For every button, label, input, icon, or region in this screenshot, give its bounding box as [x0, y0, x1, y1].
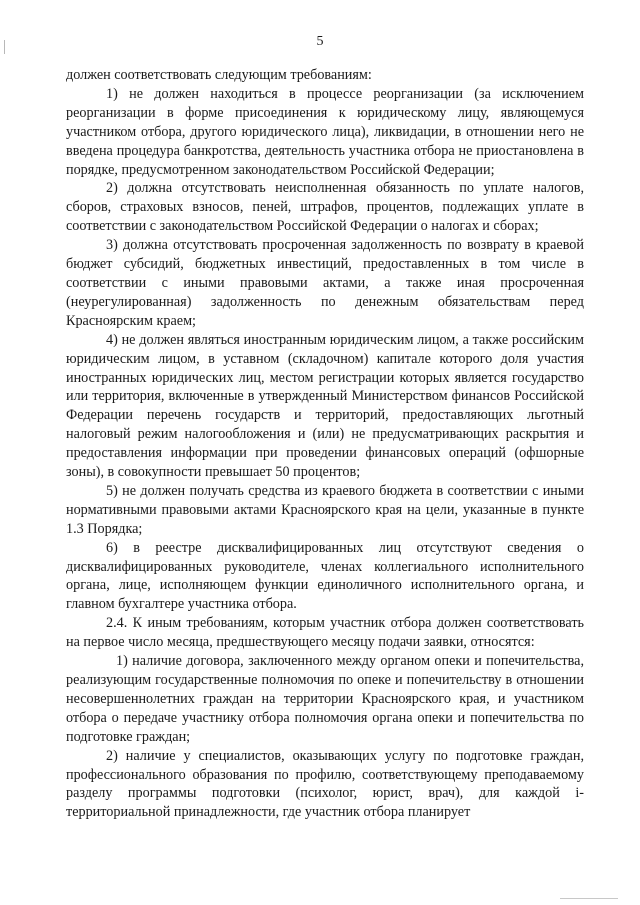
- paragraph-section-2-4: 2.4. К иным требованиям, которым участник отбора должен соответствовать на первое число месяца, предшествующего месяцу подачи заявки, относятся:: [66, 615, 584, 651]
- footer-line: [560, 898, 618, 899]
- page-number: 5: [316, 34, 324, 49]
- paragraph-intro: должен соответствовать следующим требованиям:: [66, 67, 372, 83]
- paragraph-requirement-1: 1) не должен находиться в процессе реорганизации (за исключением реорганизации в форме присоединения к юридическому лицу, являющемуся участником отбора, другого юридического лица), ликвидации, в отношении него не введена процедура банкротства, деятельность участника отбора не приостановлена в порядке, предусмотренном законодательством Российской Федерации;: [66, 85, 584, 178]
- paragraph-other-requirement-1: 1) наличие договора, заключенного между органом опеки и попечительства, реализующим государственные полномочия по опеке и попечительству в отношении несовершеннолетних граждан на территории Красноярского края, и участником отбора о передаче участнику отбора полномочия органа опеки и попечительства по подготовке граждан;: [66, 653, 584, 745]
- paragraph-requirement-2: 2) должна отсутствовать неисполненная обязанность по уплате налогов, сборов, страховых взносов, пеней, штрафов, процентов, подлежащих уплате в соответствии с законодательством Российской Федерации о налогах и сборах;: [66, 180, 584, 235]
- paragraph-requirement-5: 5) не должен получать средства из краевого бюджета в соответствии с иными нормативными правовыми актами Красноярского края на цели, указанные в пункте 1.3 Порядка;: [66, 482, 584, 537]
- document-body: [66, 66, 584, 822]
- paragraph-other-requirement-2: 2) наличие у специалистов, оказывающих услугу по подготовке граждан, профессионального образования по профилю, соответствующему преподаваемому разделу программы подготовки (психолог, юрист, врач), для каждой i-территориальной принадлежности, где участник отбора планирует: [66, 747, 584, 821]
- paragraph-requirement-6: 6) в реестре дисквалифицированных лиц отсутствуют сведения о дисквалифицированных руководителе, членах коллегиального исполнительного органа, лице, исполняющем функции единоличного исполнительного органа, и главном бухгалтере участника отбора.: [66, 539, 584, 613]
- paragraph-requirement-4: 4) не должен являться иностранным юридическим лицом, а также российским юридическим лицом, в уставном (складочном) капитале которого доля участия иностранных юридических лиц, местом регистрации которых является государство или территория, включенные в утвержденный Министерством финансов Российской Федерации перечень государств и территорий, предоставляющих льготный налоговый режим налогообложения и (или) не предусматривающих раскрытия и предоставления информации при проведении финансовых операций (офшорные зоны), в совокупности превышает 50 процентов;: [66, 331, 584, 481]
- paragraph-requirement-3: 3) должна отсутствовать просроченная задолженность по возврату в краевой бюджет субсидий, бюджетных инвестиций, предоставленных в том числе в соответствии с иными правовыми актами, а также иная просроченная (неурегулированная) задолженность по денежным обязательствам перед Красноярским краем;: [66, 237, 584, 329]
